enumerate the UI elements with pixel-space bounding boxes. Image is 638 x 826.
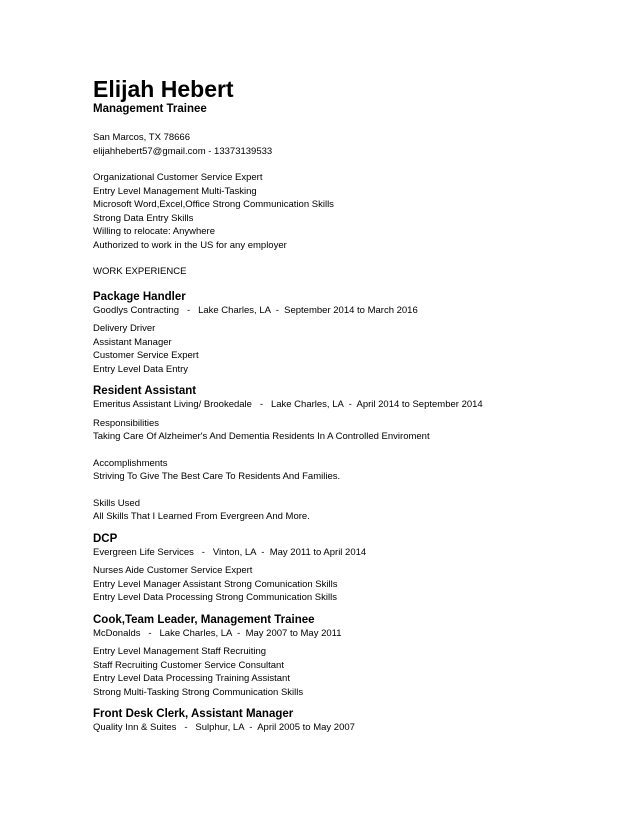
skills-used-block [93, 497, 593, 524]
job-line: Entry Level Data Processing Strong Communication Skills [93, 592, 337, 603]
job-line: Entry Level Data Entry [93, 363, 189, 375]
contact-email-phone: elijahhebert57@gmail.com - 13373139533 [93, 145, 273, 157]
summary-line: Authorized to work in the US for any employer [93, 239, 287, 251]
job-line: Responsibilities [93, 417, 160, 429]
contact-address: San Marcos, TX 78666 [93, 132, 190, 143]
job-line: Customer Service Expert [93, 350, 199, 361]
job-line: Skills Used [93, 497, 140, 509]
job-meta: McDonalds - Lake Charles, LA - May 2007 to May 2011 [93, 627, 342, 639]
job-line: Taking Care Of Alzheimer's And Dementia Residents In A Controlled Enviroment [93, 431, 430, 442]
job-line: Delivery Driver [93, 323, 156, 334]
job-line: Strong Multi-Tasking Strong Communication Skills [93, 686, 304, 698]
responsibilities-block [93, 417, 593, 444]
summary-line: Willing to relocate: Anywhere [93, 226, 215, 237]
job-title: DCP [93, 532, 118, 545]
job-meta: Quality Inn & Suites - Sulphur, LA - April 2005 to May 2007 [93, 722, 355, 733]
accomplishments-block [93, 457, 593, 484]
summary-line: Strong Data Entry Skills [93, 212, 194, 224]
summary-block [93, 171, 593, 252]
job-line: Nurses Aide Customer Service Expert [93, 565, 253, 576]
job-entry [93, 532, 593, 605]
job-line: Accomplishments [93, 457, 168, 469]
candidate-name: Elijah Hebert [93, 76, 234, 102]
summary-line: Organizational Customer Service Expert [93, 172, 263, 183]
job-title: Front Desk Clerk, Assistant Manager [93, 708, 294, 720]
job-line: All Skills That I Learned From Evergreen And More. [93, 511, 310, 522]
job-entry [93, 707, 593, 735]
job-meta: Emeritus Assistant Living/ Brookedale - Lake Charles, LA - April 2014 to September 2014 [93, 399, 483, 410]
job-line: Entry Level Management Staff Recruiting [93, 646, 267, 657]
job-line: Entry Level Data Processing Training Assistant [93, 673, 290, 684]
summary-line: Microsoft Word,Excel,Office Strong Communication Skills [93, 199, 334, 210]
job-meta: Goodlys Contracting - Lake Charles, LA - September 2014 to March 2016 [93, 304, 418, 316]
job-title: Package Handler [93, 290, 186, 303]
job-title: Resident Assistant [93, 385, 197, 397]
work-experience-heading: WORK EXPERIENCE [93, 266, 187, 277]
candidate-title: Management Trainee [93, 103, 207, 115]
contact-block [93, 131, 593, 158]
job-line: Striving To Give The Best Care To Residents And Families. [93, 471, 341, 482]
summary-line: Entry Level Management Multi-Tasking [93, 185, 257, 197]
job-entry [93, 290, 593, 377]
job-line: Assistant Manager [93, 336, 172, 348]
job-entry [93, 613, 593, 700]
job-entry [93, 384, 593, 524]
job-meta: Evergreen Life Services - Vinton, LA - May 2011 to April 2014 [93, 546, 367, 558]
job-title: Cook,Team Leader, Management Trainee [93, 613, 315, 626]
resume-page [93, 76, 593, 743]
job-line: Entry Level Manager Assistant Strong Comunication Skills [93, 578, 338, 590]
job-line: Staff Recruiting Customer Service Consultant [93, 659, 284, 671]
